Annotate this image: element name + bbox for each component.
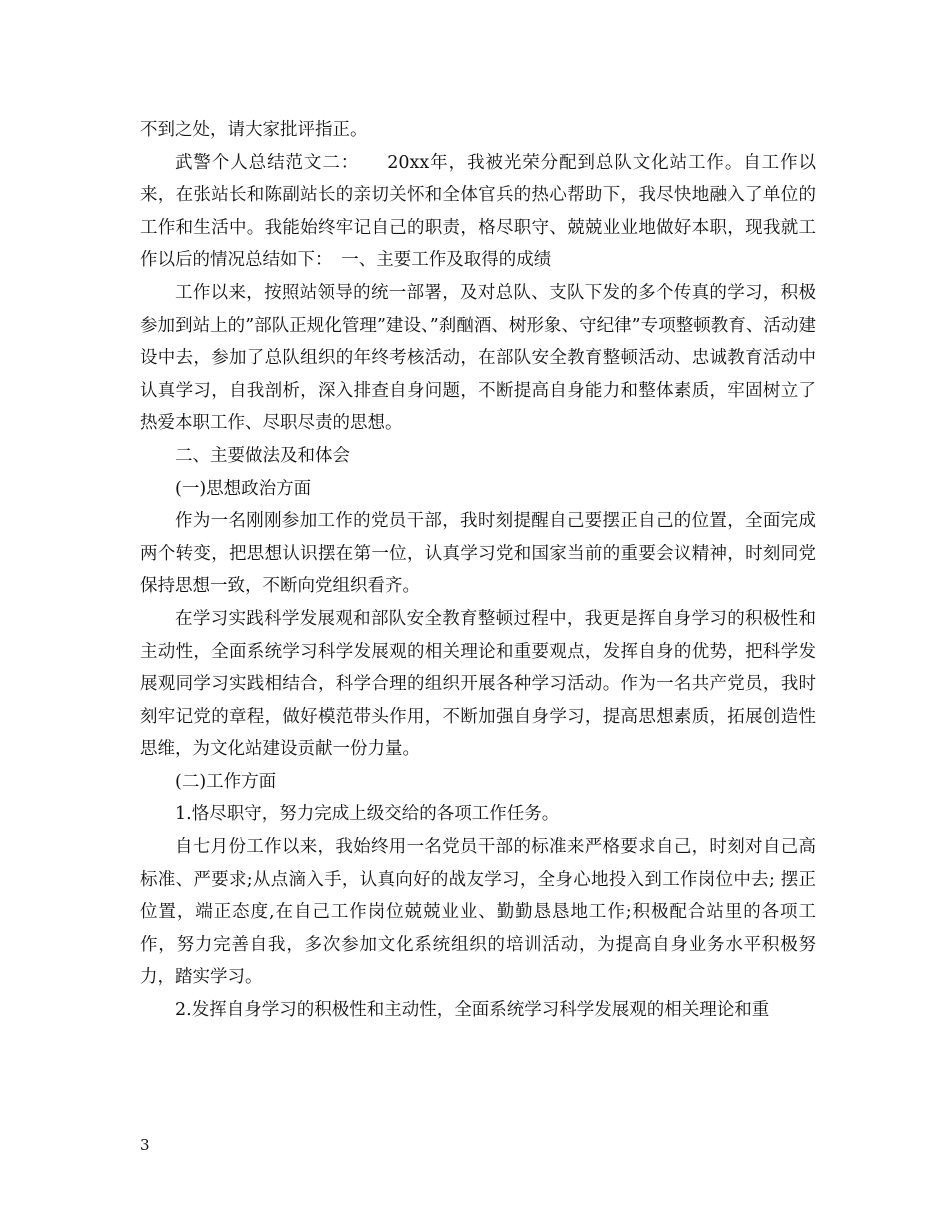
paragraph: 自七月份工作以来，我始终用一名党员干部的标准来严格要求自己，时刻对自己高标准、严要求;从点滴入手，认真向好的战友学习，全身心地投入到工作岗位中去; 摆正位置，端正态度,在自己工作岗位兢兢业业、勤勤恳恳地工作;积极配合站里的各项工作，努力完善自我，多次参加文化系统组织的培训活动，为提高自身业务水平积极努力，踏实学习。 [140,837,816,988]
list-item: 1.恪尽职守，努力完成上级交给的各项工作任务。 [175,804,560,825]
page-number: 3 [140,1136,150,1154]
document-body [140,114,816,1027]
paragraph: 武警个人总结范文二： 20xx年，我被光荣分配到总队文化站工作。自工作以来，在张站长和陈副站长的亲切关怀和全体官兵的热心帮助下，我尽快地融入了单位的工作和生活中。我能始终牢记自己的职责，格尽职守、兢兢业业地做好本职，现我就工作以后的情况总结如下： 一、主要工作及取得的成绩 [140,152,816,271]
paragraph: 不到之处，请大家批评指正。 [140,120,368,140]
list-item: 2.发挥自身学习的积极性和主动性，全面系统学习科学发展观的相关理论和重 [175,1000,770,1021]
paragraph: 作为一名刚刚参加工作的党员干部，我时刻提醒自己要摆正自己的位置，全面完成两个转变，把思想认识摆在第一位，认真学习党和国家当前的重要会议精神，时刻同党保持思想一致，不断向党组织看齐。 [140,511,816,597]
paragraph: 工作以来，按照站领导的统一部署，及对总队、支队下发的多个传真的学习，积极参加到站上的”部队正规化管理”建设、”刹酗酒、树形象、守纪律”专项整顿教育、活动建设中去，参加了总队组织的年终考核活动，在部队安全教育整顿活动、忠诚教育活动中认真学习，自我剖析，深入排查自身问题，不断提高自身能力和整体素质，牢固树立了热爱本职工作、尽职尽责的思想。 [140,282,816,434]
paragraph: 在学习实践科学发展观和部队安全教育整顿过程中，我更是挥自身学习的积极性和主动性，全面系统学习科学发展观的相关理论和重要观点，发挥自身的优势，把科学发展观同学习实践相结合，科学合理的组织开展各种学习活动。作为一名共产党员，我时刻牢记党的章程，做好模范带头作用，不断加强自身学习，提高思想素质，拓展创造性思维，为文化站建设贡献一份力量。 [140,608,816,760]
subsection-heading: (一)思想政治方面 [175,478,312,499]
subsection-heading: (二)工作方面 [175,771,277,792]
section-heading: 二、主要做法及和体会 [175,445,350,466]
